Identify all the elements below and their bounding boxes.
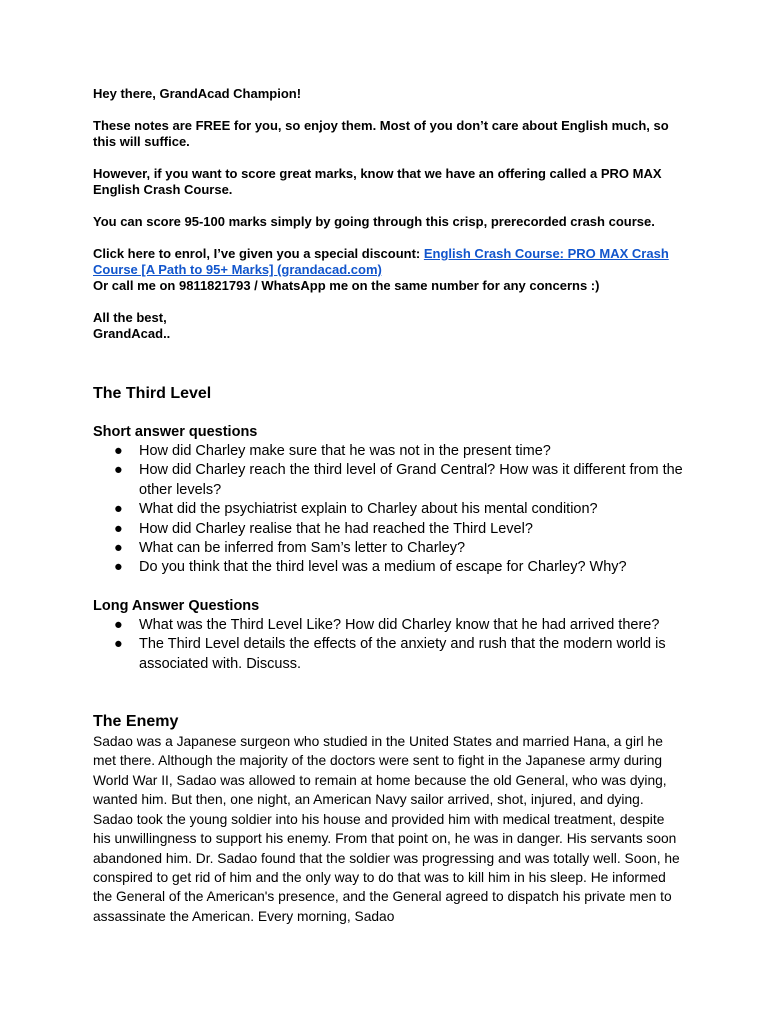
question-text: How did Charley realise that he had reached the Third Level? — [139, 520, 533, 537]
free-note: These notes are FREE for you, so enjoy them. Most of you don’t care about English much, so this will suffice. — [93, 118, 669, 149]
list-item — [93, 520, 683, 539]
enemy-summary: Sadao was a Japanese surgeon who studied in the United States and married Hana, a girl he met there. Although the majority of the doctors were sent to fight in the Japanese army during World War II, Sadao was allowed to remain at home because the old General, who was dying, wanted him. But then, one night, an American Navy sailor arrived, shot, injured, and dying. Sadao took the young soldier into his house and provided him with medical treatment, despite his unwillingness to support his enemy. From that point on, he was in danger. His servants soon abandoned him. Dr. Sadao found that the soldier was progressing and was totally well. Soon, he conspired to get rid of him and the only way to do that was to kill him in his sleep. He informed the General of the American's presence, and the General agreed to dispatch his private men to assassinate the American. Every morning, Sadao — [93, 734, 680, 924]
short-answer-title: Short answer questions — [93, 424, 258, 440]
greeting: Hey there, GrandAcad Champion! — [93, 86, 302, 101]
long-answer-title: Long Answer Questions — [93, 597, 260, 614]
signoff-line-1: All the best, — [93, 310, 167, 325]
signoff-line-2: GrandAcad.. — [93, 326, 171, 341]
list-item — [93, 539, 683, 558]
third-level-title: The Third Level — [93, 385, 212, 402]
bullet-icon: ● — [114, 616, 123, 633]
question-text: What was the Third Level Like? How did Charley know that he had arrived there? — [139, 616, 660, 633]
bullet-icon: ● — [114, 501, 123, 518]
long-questions-list — [93, 616, 683, 674]
offering-note: However, if you want to score great marks, know that we have an offering called a PRO MAX English Crash Course. — [93, 166, 662, 197]
bullet-icon: ● — [114, 559, 123, 576]
list-item — [93, 461, 683, 500]
bullet-icon: ● — [114, 520, 123, 537]
list-item — [93, 558, 683, 577]
bullet-icon: ● — [114, 636, 123, 653]
bullet-icon: ● — [114, 540, 123, 557]
question-text: Do you think that the third level was a medium of escape for Charley? Why? — [139, 559, 627, 576]
question-text: How did Charley make sure that he was not in the present time? — [139, 443, 551, 459]
bullet-icon: ● — [114, 443, 123, 459]
enrol-line — [93, 246, 683, 278]
question-text: The Third Level details the effects of the anxiety and rush that the modern world is associated with. Discuss. — [139, 636, 666, 672]
enrol-prefix: Click here to enrol, I’ve given you a special discount: — [93, 246, 424, 261]
list-item — [93, 500, 683, 519]
list-item — [93, 616, 683, 635]
bullet-icon: ● — [114, 462, 123, 479]
document-page — [93, 86, 683, 926]
question-text: What can be inferred from Sam’s letter to Charley? — [139, 540, 466, 557]
enemy-title: The Enemy — [93, 713, 179, 731]
question-text: How did Charley reach the third level of Grand Central? How was it different from the other levels? — [139, 462, 683, 498]
list-item — [93, 442, 683, 461]
question-text: What did the psychiatrist explain to Charley about his mental condition? — [139, 501, 598, 518]
score-note: You can score 95-100 marks simply by going through this crisp, prerecorded crash course. — [93, 214, 655, 229]
short-questions-list — [93, 442, 683, 578]
list-item — [93, 635, 683, 674]
crash-course-link[interactable]: English Crash Course: PRO MAX Crash Course [A Path to 95+ Marks] (grandacad.com) — [93, 246, 669, 277]
contact-line: Or call me on 9811821793 / WhatsApp me on the same number for any concerns :) — [93, 278, 600, 293]
